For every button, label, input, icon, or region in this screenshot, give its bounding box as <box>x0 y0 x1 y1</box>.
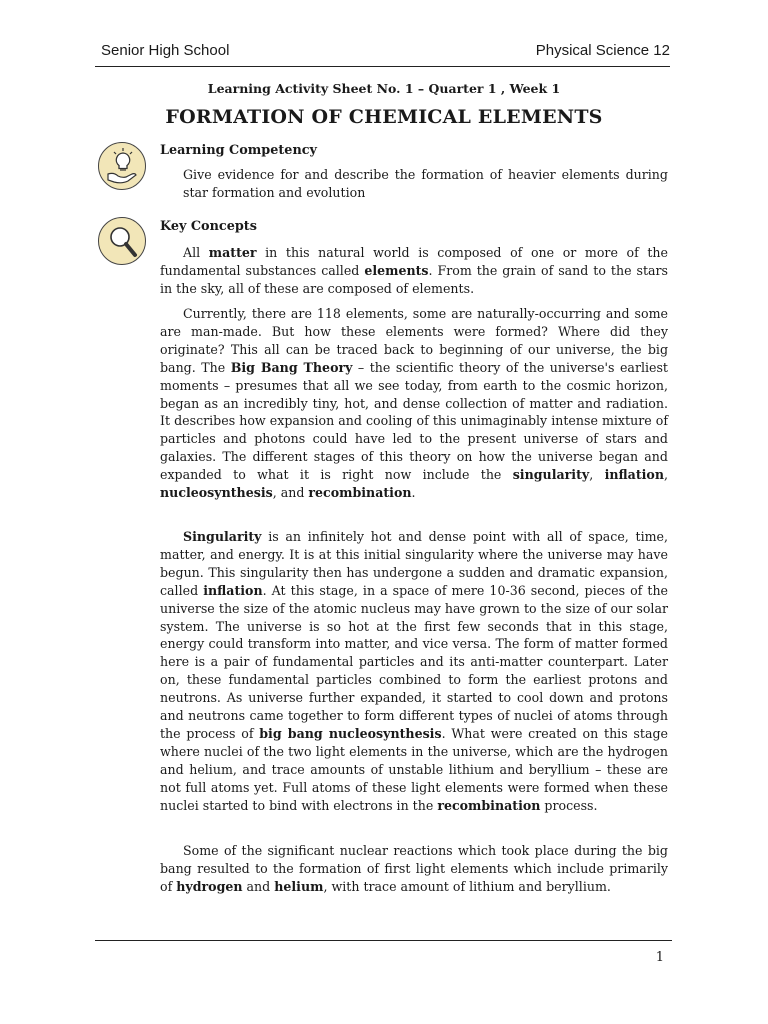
subject-label: Physical Science 12 <box>535 42 670 59</box>
term-helium: helium <box>274 878 324 894</box>
text-run: , with trace amount of lithium and beryllium. <box>323 878 611 894</box>
page-title: FORMATION OF CHEMICAL ELEMENTS <box>165 106 603 128</box>
school-label: Senior High School <box>101 42 230 59</box>
text-run: All <box>183 245 209 260</box>
paragraph-matter <box>160 244 668 298</box>
term-inflation: inflation <box>604 467 664 483</box>
term-recombination: recombination <box>437 797 541 813</box>
text-run: process. <box>540 797 598 813</box>
footer-divider <box>95 940 672 941</box>
term-big-bang-nucleosynthesis: big bang nucleosynthesis <box>259 725 442 741</box>
activity-sheet-subtitle: Learning Activity Sheet No. 1 – Quarter 1 , Week 1 <box>207 81 561 96</box>
text-run: . What were created on this stage where nuclei of the two light elements in the universe, which are the hydrogen and helium, and trace amounts of unstable lithium and beryllium – these are not full atoms yet. Full atoms of these light elements were formed when these nuclei started to bind with electrons in the <box>160 725 668 813</box>
term-elements: elements <box>364 262 429 278</box>
magnifier-icon <box>98 217 146 265</box>
lightbulb-hand-icon <box>98 142 146 190</box>
text-run: , <box>589 467 605 483</box>
term-inflation: inflation <box>203 582 263 598</box>
paragraph-light-elements <box>160 842 668 896</box>
text-run: . <box>411 485 416 501</box>
text-run: is an infinitely hot and dense point with all of space, time, matter, and energy. It is at this initial singularity where the universe may have begun. This singularity then has undergone a sudden and dramatic expansion, called <box>160 529 668 598</box>
paragraph-big-bang <box>160 305 668 502</box>
text-run: Some of the significant nuclear reactions which took place during the big bang resulted to the formation of first light elements which include primarily of <box>160 843 668 894</box>
term-singularity: singularity <box>512 467 590 483</box>
term-recombination: recombination <box>308 485 412 501</box>
page-number: 1 <box>655 950 664 965</box>
text-run: Currently, there are 118 elements, some are naturally-occurring and some are man-made. But how these elements were formed? Where did they originate? This all can be traced back to beginning of our universe, the big bang. The <box>160 306 668 375</box>
text-run: . From the grain of sand to the stars in the sky, all of these are composed of elements. <box>160 262 668 296</box>
learning-competency-text: Give evidence for and describe the formation of heavier elements during star formation and evolution <box>183 167 668 200</box>
term-nucleosynthesis: nucleosynthesis <box>160 485 273 501</box>
text-run: – the scientific theory of the universe's earliest moments – presumes that all we see today, from earth to the cosmic horizon, began as an incredibly tiny, hot, and dense collection of matter and radiation. It describes how expansion and cooling of this unimaginably intense mixture of particles and photons could have led to the present universe of stars and galaxies. The different stages of this theory on how the universe began and expanded to what it is right now include the <box>160 359 668 483</box>
text-run: in this natural world is composed of one or more of the fundamental substances called <box>160 245 668 278</box>
paragraph-singularity <box>160 528 668 815</box>
text-run: , <box>663 467 668 483</box>
page-header <box>95 40 670 67</box>
text-run: , and <box>272 485 309 501</box>
term-hydrogen: hydrogen <box>176 878 243 894</box>
text-run: . At this stage, in a space of mere 10-36 second, pieces of the universe the size of the atomic nucleus may have grown to the size of our solar system. The universe is so hot at the first few seconds that in this stage, energy could transform into matter, and vice versa. The form of matter formed here is a pair of fundamental particles and its anti-matter counterpart. Later on, these fundamental particles combined to form the earliest protons and neutrons. As universe further expanded, it started to cool down and protons and neutrons came together to form different types of nuclei of atoms through the process of <box>160 582 669 741</box>
learning-competency-heading: Learning Competency <box>160 143 317 158</box>
text-run: and <box>242 878 275 894</box>
term-singularity: Singularity <box>183 529 262 544</box>
key-concepts-heading: Key Concepts <box>160 219 257 234</box>
term-matter: matter <box>208 245 257 260</box>
term-big-bang-theory: Big Bang Theory <box>230 359 353 375</box>
